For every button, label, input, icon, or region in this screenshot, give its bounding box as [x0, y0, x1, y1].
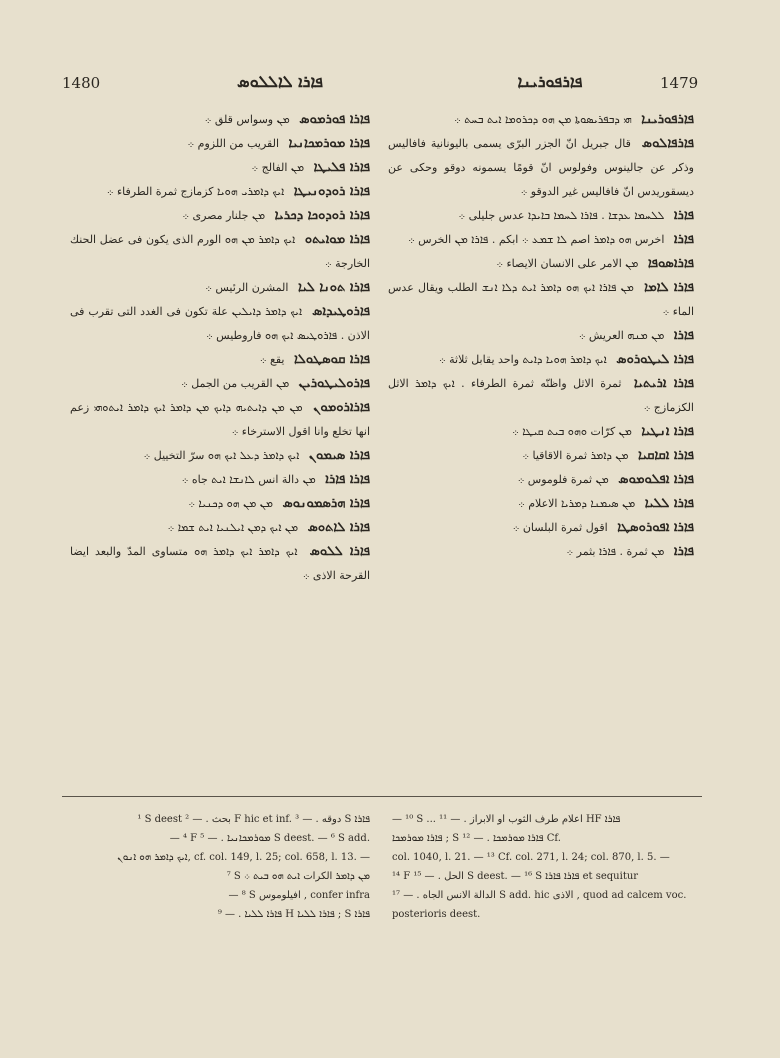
entry-definition: ܡܢ ܕܐܡܪ ثمرة الاقاقيا ܀ — [522, 449, 629, 462]
dictionary-entry — [70, 444, 370, 468]
footnotes-right — [392, 810, 694, 924]
dictionary-entry — [388, 132, 694, 204]
entry-headword: ܦܐܪܐ ܡܘܐܝܬܘ — [304, 232, 370, 247]
entry-definition: ܐܝܟ ܕܐܡܪ ܐܝܟ ܕܐܡܪ ܗܘ متساوى المدّ والبعد ايضا القرحة الاذى ܀ — [70, 545, 370, 582]
entry-definition: ܡܢ ܡܢ ܕܐܝܬܝܗ ܕܐܝܟ ܡܢ ܕܐܡܪ ܐܝܟ ܕܐܡܪ ܐܝܬܘܗܝ زعم انها تخلع وانا اقول الاسترخاء ܀ — [70, 401, 370, 438]
entry-headword: ܦܐܪܐ ܣܝܡܘܢ — [308, 448, 370, 463]
dictionary-entry — [70, 492, 370, 516]
entry-headword: ܦܐܪܐܪܘܡܘܢ — [313, 400, 370, 415]
entry-definition: القريب من اللزوم ܀ — [187, 137, 280, 150]
footnote-line: ¹ S deest بحث . — ² F hic et inf. دوقه . — ³ S ܦܐܪܐ — [137, 814, 370, 825]
entry-definition: ܡܢ القريب من الجمل ܀ — [181, 377, 290, 390]
entry-definition: ܐܝܟ ܕܐܡܪ ܗܘܝܐ ܕܐܝܬ واحد يقابل ثلاثة ܀ — [439, 353, 607, 366]
footnote-line: col. 1040, l. 21. — ¹³ Cf. col. 271, l. 24; col. 870, l. 5. — — [392, 852, 670, 863]
footnote-line: الدالة الانس الجاه . — ¹⁷ S add. hic الاذى , quod ad calcem voc. — [392, 890, 687, 901]
page-number-left: 1480 — [62, 74, 101, 92]
entry-headword: ܦܐܪܦܘܪܝܢܐ — [641, 112, 694, 127]
entry-definition: ܡܢ ثمرة . ܦܐܪܐ بثمر ܀ — [566, 545, 665, 558]
footnotes-left — [70, 810, 370, 924]
dictionary-entry — [388, 252, 694, 276]
dictionary-entry — [70, 396, 370, 444]
footnote-line: — ⁴ F ܡܘܪܡܟܐܢܝܐ . — ⁵ S deest. — ⁶ S add. — [169, 833, 370, 844]
dictionary-entry — [388, 444, 694, 468]
entry-definition: يقع ܀ — [259, 353, 285, 366]
dictionary-entry — [388, 276, 694, 324]
entry-headword: ܦܐܪܐ ܐܦܘܪܘܣܛܐ — [617, 520, 694, 535]
footnote-line: ܐܝܟ ܕܐܡܪ ܗܘ ܐܢܘܢ, cf. col. 149, l. 25; col. 658, l. 13. — — [117, 852, 370, 863]
dictionary-entry — [388, 468, 694, 492]
footnote-line: ¹⁴ F الحل . — ¹⁵ S deest. — ¹⁶ S ܦܐܪܐ ܦܐܪܐ et sequitur — [392, 871, 639, 882]
entry-definition: اخرس ܗܘ ܕܐܡܪ اصم ܠܐ ܫܡܥ ܀ ابكم . ܦܐܪܐ ܡܢ الخرس ܀ — [408, 233, 665, 246]
entry-headword: ܦܐܪܐ ܐܦܠܘܡܘܣ — [618, 472, 694, 487]
entry-definition: ܐܝܟ ܕܐܡܪ ܕܐܝܠܝܢ علة تكون فى الغدد التى تقرب فى الاذن . ܦܐܪܘܛܝܣ ܐܝܟ ܗܘ فاروطيس ܀ — [70, 305, 370, 342]
dictionary-entry — [388, 540, 694, 564]
entry-headword: ܦܐܪܘܠܝܛܘܪܝܢ — [298, 376, 370, 391]
entry-definition: قال جبريل انّ الجزر البرّى يسمى باليونانية فافاليس وذكر عن جالينوس وفولوس انّ قومًا يسمونه دوقو وحكى عن ديسقوريدس انّ فافاليس غير الدوقو ܀ — [388, 137, 694, 198]
entry-headword: ܦܐܪܐ ܩܘܣܛܘܠܐ — [294, 352, 370, 367]
running-head-right: ܦܐܪܦܘܪܝܢܐ — [517, 72, 583, 91]
right-column — [388, 108, 694, 564]
dictionary-entry — [70, 516, 370, 540]
dictionary-entry — [388, 348, 694, 372]
dictionary-entry — [70, 132, 370, 156]
entry-headword: ܦܐܪܐ ܦܠܝܛܐ — [313, 160, 370, 175]
entry-headword: ܦܐܪܐ ܐܩܐܩܝܐ — [638, 448, 694, 463]
entry-definition: ܡܢ دالة انس ܠܐܢܫܐ ܐܝܬ جاه ܀ — [181, 473, 316, 486]
entry-headword: ܦܐܪܐ ܡܘܪܡܟܐܢܝܐ — [288, 136, 370, 151]
dictionary-entry — [70, 180, 370, 204]
footnote-line: ܦܐܪܐ ܠܠܝܐ . — ⁹ H ܦܐܪܐ ܠܠܝܐ ; S ܦܐܪܐ — [217, 909, 370, 920]
dictionary-entry — [70, 228, 370, 276]
footnote-line: posterioris deest. — [392, 909, 481, 920]
entry-headword: ܦܐܪܐ ܠܐܬܘܣ — [307, 520, 370, 535]
entry-headword: ܦܐܪܐ ܦܘܪܡܘܣ — [299, 112, 370, 127]
entry-definition: ܡܢ ܡܢܗ العريش ܀ — [578, 329, 665, 342]
page-number-right: 1479 — [660, 74, 699, 92]
entry-headword: ܦܐܪܐ — [673, 232, 694, 247]
dictionary-entry — [388, 324, 694, 348]
entry-headword: ܦܐܪܐ ܗܪܣܡܘܢܘܣ — [282, 496, 370, 511]
entry-headword: ܦܐܪܐ — [673, 544, 694, 559]
entry-definition: ܐܝܟ ܕܐܡܪ ܡܢ ܗܘ الورم الذى يكون فى عضل الحنك الخارجة ܀ — [70, 233, 370, 270]
dictionary-entry — [70, 348, 370, 372]
dictionary-entry — [70, 276, 370, 300]
entry-definition: ܡܢ كرّات ܘܗܘ ܒܝܬ ܩܝܛܐ ܀ — [512, 425, 632, 438]
entry-definition: ܡܢ ܡܢ ܗܘ ܕܟܢܝܐ ܀ — [188, 497, 273, 510]
entry-definition: ܡܢ الامر على الانسان الايصاء ܀ — [496, 257, 639, 270]
entry-definition: ܡܢ ثمرة فلوموس ܀ — [517, 473, 609, 486]
entry-definition: ܡܢ وسواس قلق ܀ — [204, 113, 290, 126]
entry-definition: ܡܢ جلنار مصرى ܀ — [182, 209, 266, 222]
left-column — [70, 108, 370, 588]
footnote-line: ܦܐܪܐ ܡܘܪܡܟܐ ; S ܦܐܪܐ ܡܘܪܡܟܐ . — ¹² Cf. — [392, 833, 561, 844]
entry-definition: ܐܝܟ ܕܐܡܪܝ ܗܘܝܐ كزمازج ثمرة الطرفاء ܀ — [106, 185, 285, 198]
entry-headword: ܦܐܪܐ ܬܘܢܐ ܠܝܐ — [297, 280, 370, 295]
entry-headword: ܦܐܪܐ ܐܢܛܝܐ — [641, 424, 694, 439]
entry-headword: ܦܐܪܘܛܝܕܐܣ — [312, 304, 370, 319]
dictionary-entry — [388, 228, 694, 252]
entry-headword: ܦܐܪܐ ܐܪܝܬܝܐ — [633, 376, 694, 391]
entry-definition: ܡܢ ܦܐܪܐ ܐܝܟ ܗܘ ܕܐܡܪ ܐܝܬ ܕܠܐ ܐܢܫ الطلب ويقال عدس الماء ܀ — [388, 281, 694, 318]
entry-headword: ܦܐܪܐ — [673, 208, 694, 223]
entry-definition: المشرن الرئيس ܀ — [205, 281, 289, 294]
dictionary-entry — [388, 492, 694, 516]
entry-definition: ثمرة الاثل واظنّه ثمرة الطرفاء . ܐܝܟ ܕܐܡܪ الاثل الكزمازج ܀ — [388, 377, 694, 414]
running-head-left: ܦܐܪܐ ܠܐܠܠܘܣ — [237, 72, 323, 91]
footnote-rule — [62, 796, 702, 797]
entry-definition: ܠܠܚܡܐ ܥܕܫܐ . ܦܐܪܐ ܠܚܡܐ ܒܐܝܕܐ عدس جليلى ܀ — [458, 209, 665, 222]
entry-headword: ܦܐܪܐ ܪܘܕܘܢܝܛܐ — [293, 184, 370, 199]
dictionary-entry — [70, 300, 370, 348]
entry-headword: ܦܐܪܐ ܠܠܝܐ — [644, 496, 694, 511]
entry-headword: ܦܐܪܐ ܠܠܘܣ — [309, 544, 370, 559]
footnote-line: — ⁸ S افيلوموس , confer infra — [228, 890, 370, 901]
entry-definition: اقول ثمرة البلسان ܀ — [512, 521, 608, 534]
entry-headword: ܦܐܪܐ ܠܐܡܐ — [644, 280, 695, 295]
dictionary-entry — [70, 108, 370, 132]
dictionary-entry — [388, 516, 694, 540]
entry-headword: ܦܐܪܐ ܪܘܕܘܟܐ ܕܟܪܝܐ — [274, 208, 370, 223]
entry-headword: ܦܐܪܐ ܠܝܛܘܪܘܣ — [616, 352, 694, 367]
entry-definition: ܡܢ الفالج ܀ — [251, 161, 305, 174]
dictionary-entry — [70, 372, 370, 396]
dictionary-entry — [70, 468, 370, 492]
dictionary-entry — [388, 108, 694, 132]
footnote-line: ⁷ S ܡܢ ܕܐܡܪ الكرات ܐܝܬ ܗܘ ܒܝܬ ܀ — [226, 871, 370, 882]
dictionary-entry — [70, 540, 370, 588]
entry-headword: ܦܐܪܐ ܦܐܪܐ — [325, 472, 370, 487]
entry-headword: ܦܐܪܐܣܘܦܐ — [647, 256, 694, 271]
footnote-line: — ¹⁰ S ... اعلام طرف الثوب او الابراز . — ¹¹ HF ܦܐܪܐ — [392, 814, 621, 825]
entry-headword: ܦܐܪܦܐܠܘܣ — [641, 136, 694, 151]
entry-definition: ܡܢ ܐܝܟ ܕܡܢ ܐܝܠܢܝܐ ܐܝܬ ܫܡܐ ܀ — [167, 521, 299, 534]
entry-headword: ܦܐܪܐ — [673, 328, 694, 343]
dictionary-entry — [70, 204, 370, 228]
dictionary-entry — [70, 156, 370, 180]
dictionary-entry — [388, 420, 694, 444]
dictionary-entry — [388, 372, 694, 420]
entry-definition: ܡܢ ܣܝܡܢܐ ܕܡܪܝܐ الاعلام ܀ — [518, 497, 636, 510]
entry-definition: ܐܝܟ ܕܐܡܪ ܕܥܠ ܐܝܟ ܗܘ سرّ التخييل ܀ — [143, 449, 300, 462]
entry-definition: ܗܝ ܕܒܦܪܝܣܘܬܐ ܡܢ ܗܘ ܕܟܪܘܡܐ ܐܝܬ ܒܚܬ ܀ — [454, 113, 632, 126]
dictionary-entry — [388, 204, 694, 228]
